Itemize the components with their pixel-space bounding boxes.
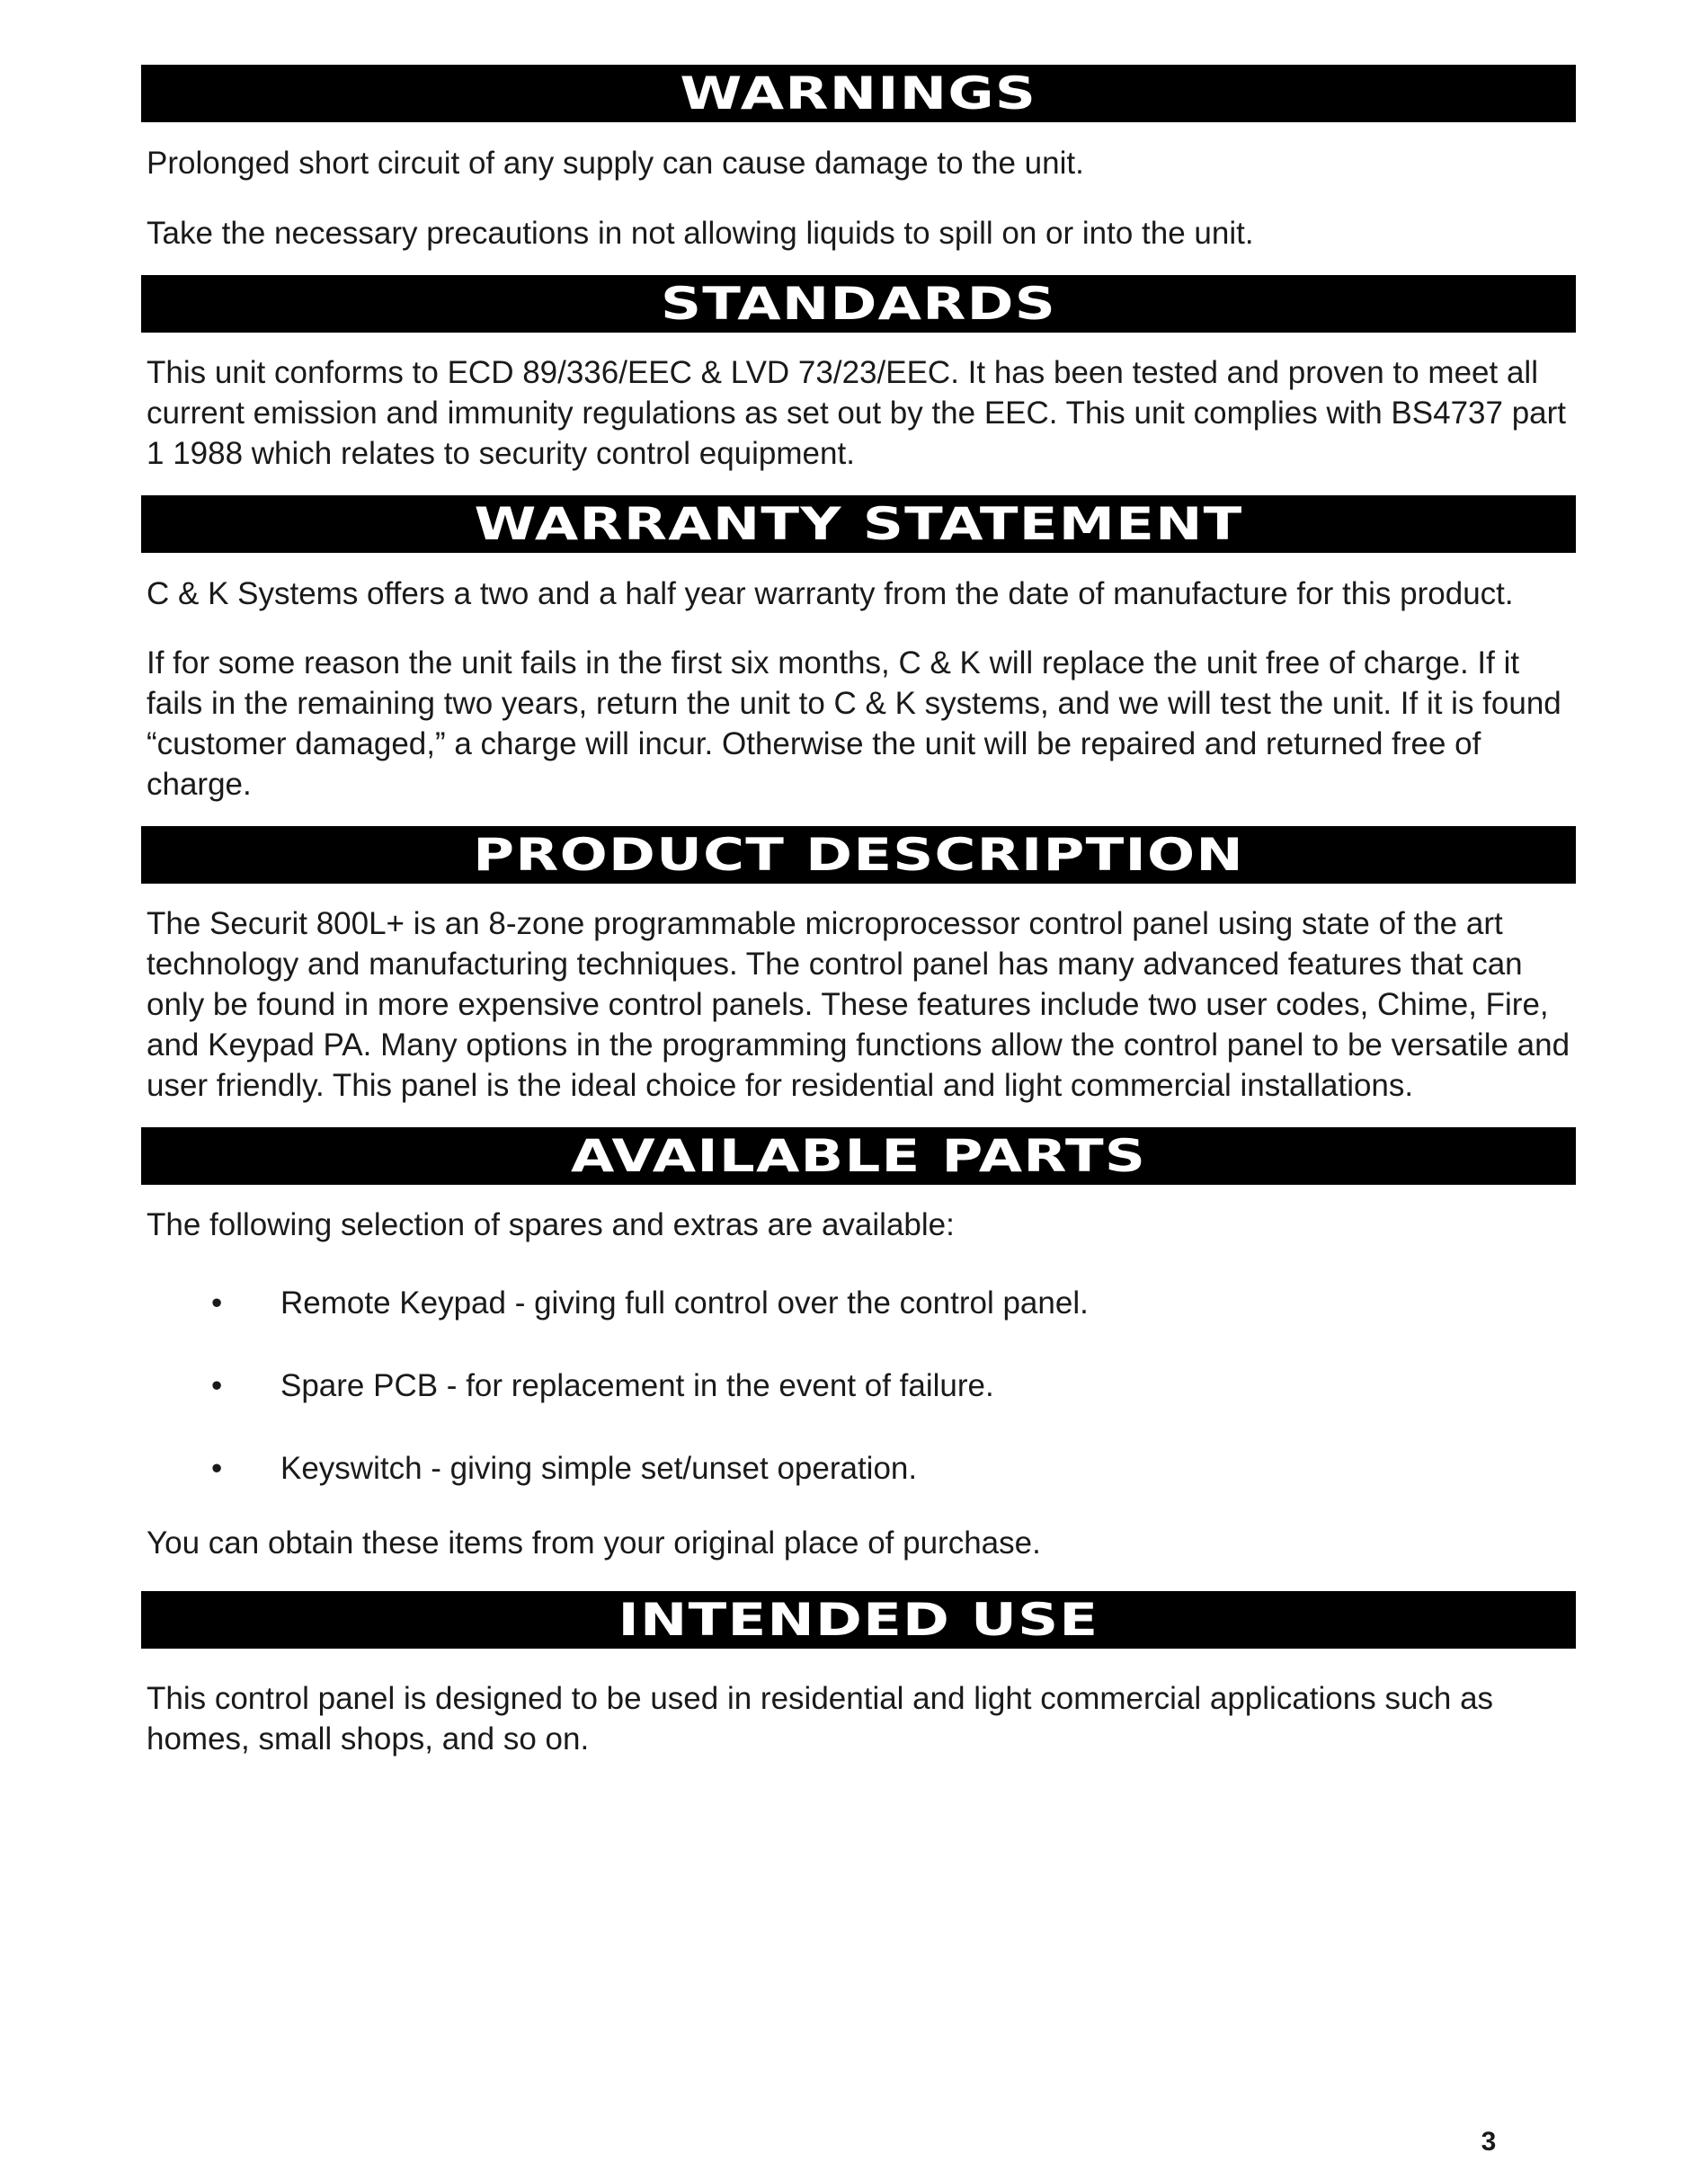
bullet-icon: • [211,1285,223,1321]
bullet-icon: • [211,1368,223,1403]
list-item [141,1448,1576,1489]
warnings-header [141,65,1576,122]
product-description-header [141,826,1576,884]
product-description-title: PRODUCT DESCRIPTION [473,829,1244,881]
intended-use-paragraph-1: This control panel is designed to be used in residential and light commercial applications such as homes, small shops, and so on. [147,1681,1494,1757]
standards-header [141,275,1576,333]
product-description-paragraph-1: The Securit 800L+ is an 8-zone programmable microprocessor control panel using state of the art technology and manufacturing techniques. The control panel has many advanced features that can only be found in more expensive control panels. These features include two user codes, Chime, Fire, and Keypad PA. Many options in the programming functions allow the control panel to be versatile and user friendly. This panel is the ideal choice for residential and light commercial installations. [147,906,1570,1103]
bullet-icon: • [211,1451,223,1486]
warnings-paragraph-1: Prolonged short circuit of any supply can cause damage to the unit. [147,146,1084,181]
list-item [141,1365,1576,1406]
document-page [141,65,1576,1759]
warnings-title: WARNINGS [680,67,1037,120]
intended-use-title: INTENDED USE [618,1594,1099,1646]
available-parts-list [141,1283,1576,1489]
warranty-paragraph-2: If for some reason the unit fails in the first six months, C & K will replace the unit free of charge. If it fails in the remaining two years, return the unit to C & K systems, and we will test the unit. If it is found “customer damaged,” a charge will incur. Otherwise the unit will be repaired and returned free of charge. [147,645,1561,802]
available-parts-intro: The following selection of spares and extras are available: [147,1207,955,1242]
standards-title: STANDARDS [661,278,1056,330]
list-item-text: Remote Keypad - giving full control over the control panel. [280,1285,1089,1321]
warranty-paragraph-1: C & K Systems offers a two and a half year warranty from the date of manufacture for this product. [147,576,1514,611]
list-item-text: Spare PCB - for replacement in the event of failure. [280,1368,994,1403]
available-parts-outro: You can obtain these items from your original place of purchase. [147,1525,1041,1561]
standards-paragraph-1: This unit conforms to ECD 89/336/EEC & LVD 73/23/EEC. It has been tested and proven to meet all current emission and immunity regulations as set out by the EEC. This unit complies with BS4737 part 1 1988 which relates to security control equipment. [147,355,1566,471]
page-number: 3 [1481,2127,1497,2157]
warnings-paragraph-2: Take the necessary precautions in not allowing liquids to spill on or into the unit. [147,216,1254,251]
list-item [141,1283,1576,1323]
warranty-header [141,495,1576,553]
available-parts-header [141,1127,1576,1185]
list-item-text: Keyswitch - giving simple set/unset operation. [280,1451,918,1486]
warranty-title: WARRANTY STATEMENT [474,498,1243,550]
intended-use-header [141,1591,1576,1649]
available-parts-title: AVAILABLE PARTS [570,1130,1147,1182]
